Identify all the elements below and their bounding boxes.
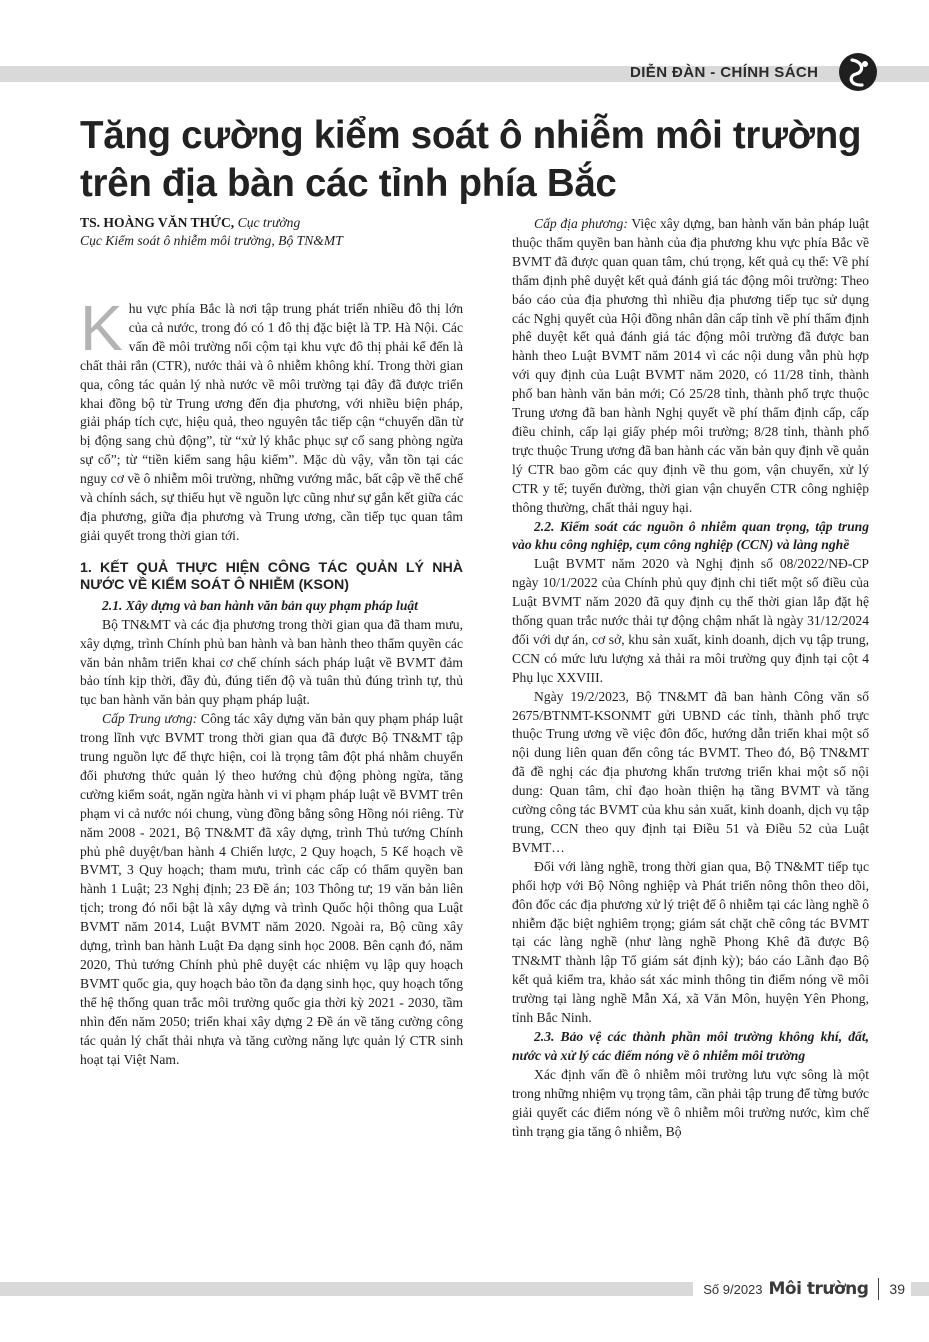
title-line-2: trên địa bàn các tỉnh phía Bắc <box>80 162 617 205</box>
paragraph-text: Việc xây dựng, ban hành văn bản pháp luật thuộc thẩm quyền ban hành của địa phương khu vực phía Bắc về BVMT đã được quan quan tâm, chú trọng, kết quả cụ thể: Về phí thẩm định phê duyệt kết quả đánh giá tác động môi trường: Theo báo cáo của địa phương thì nhiều địa phương tiếp tục sử dụng các Nghị quyết của Hội đồng nhân dân cấp tỉnh về phí thẩm định phê duyệt kết quả đánh giá tác động môi trường đã được ban hành theo Luật BVMT năm 2014 vì các nội dung vẫn phù hợp với quy định của Luật BVMT năm 2020, có 11/28 tỉnh, thành phố ban hành văn bản mới; Có 25/28 tỉnh, thành phố trực thuộc Trung ương đã ban hành Nghị quyết về phí thẩm định cấp, cấp điều chỉnh, cấp lại giấy phép môi trường; 8/28 tỉnh, thành phố trực thuộc Trung ương đã ban hành các văn bản quy định về quản lý CTR bao gồm các quy định về thu gom, vận chuyển, xử lý CTR y tế; tuyến đường, thời gian vận chuyển CTR công nghiệp thông thường, chất thải nguy hại. <box>512 216 869 515</box>
subheading-2-1: 2.1. Xây dựng và ban hành văn bản quy phạm pháp luật <box>102 597 418 613</box>
dropcap: K <box>80 292 123 364</box>
body-paragraph: Ngày 19/2/2023, Bộ TN&MT đã ban hành Công văn số 2675/BTNMT-KSONMT gửi UBND các tỉnh, thành phố trực thuộc Trung ương về việc đôn đốc, hướng dẫn triển khai một số nội dung liên quan đến công tác BVMT. Theo đó, Bộ TN&MT đã đề nghị các địa phương khẩn trương triển khai một số nội dung: Quan tâm, chỉ đạo hoàn thiện hạ tầng BVMT và tăng cường công tác BVMT của khu sản xuất, kinh doanh, dịch vụ tập trung, CCN theo quy định tại Điều 51 và Điều 52 của Luật BVMT… <box>512 688 869 855</box>
author-name: TS. HOÀNG VĂN THỨC, <box>80 215 235 230</box>
body-paragraph <box>512 215 869 518</box>
body-paragraph: Luật BVMT năm 2020 và Nghị định số 08/2022/NĐ-CP ngày 10/1/2022 của Chính phủ quy định chi tiết một số điều của Luật BVMT năm 2020 đã quy định cụ thể thời gian lắp đặt hệ thống quan trắc nước thải tự động chậm nhất là ngày 31/12/2024 đối với dự án, cơ sở, khu sản xuất, kinh doanh, dịch vụ tập trung, CCN có mức lưu lượng xả thải ra môi trường quy định tại cột 4 Phụ lục XXVIII. <box>512 556 869 685</box>
section-heading-1: 1. KẾT QUẢ THỰC HIỆN CÔNG TÁC QUẢN LÝ NHÀ NƯỚC VỀ KIỂM SOÁT Ô NHIỄM (KSON) <box>80 559 463 594</box>
author-organization: Cục Kiểm soát ô nhiễm môi trường, Bộ TN&MT <box>80 233 343 248</box>
page-number: 39 <box>889 1281 905 1297</box>
subheading-2-3: 2.3. Bảo vệ các thành phần môi trường không khí, đất, nước và xử lý các điểm nóng về ô nhiễm môi trường <box>512 1028 869 1063</box>
paragraph-label: Cấp địa phương: <box>534 216 628 231</box>
footer-divider <box>878 1278 879 1300</box>
section-label: DIỄN ĐÀN - CHÍNH SÁCH <box>630 64 819 81</box>
magazine-name: Môi trường <box>768 1279 869 1299</box>
intro-text: hu vực phía Bắc là nơi tập trung phát triển nhiều đô thị lớn của cả nước, trong đó có 1 đô thị đặc biệt là TP. Hà Nội. Các vấn đề môi trường nổi cộm tại khu vực đô thị phải kể đến là chất thải rắn (CTR), nước thải và ô nhiễm không khí. Trong thời gian qua, công tác quản lý nhà nước về môi trường tại đây đã được triển khai đồng bộ từ Trung ương đến địa phương, với nhiều biện pháp, giải pháp tích cực, hiệu quả, theo nguyên tắc tiếp cận “chuyển dần từ bị động sang chủ động”, từ “xử lý khắc phục sự cố sang phòng ngừa sự cố”; từ “tiền kiểm sang hậu kiểm”. Mặc dù vậy, vẫn tồn tại các nguy cơ về ô nhiễm môi trường, những vướng mắc, bất cập về thể chế và chính sách, sự thiếu hụt về nguồn lực cũng như sự gắn kết giữa các địa phương, giữa địa phương và Trung ương, cần tiếp tục quan tâm giải quyết trong thời gian tới. <box>80 301 463 543</box>
paragraph-text: Công tác xây dựng văn bản quy phạm pháp luật trong lĩnh vực BVMT trong thời gian qua đã được Bộ TN&MT tập trung nguồn lực để thực hiện, coi là trọng tâm đột phá nhằm chuyển đổi phương thức quản lý theo hướng chủ động phòng ngừa, tăng cường kiểm soát, ngăn ngừa hành vi vi phạm pháp luật về BVMT trên phạm vi cả nước nói chung, vùng đồng bằng sông Hồng nói riêng. Từ năm 2008 - 2021, Bộ TN&MT đã xây dựng, trình Thủ tướng Chính phủ phê duyệt/ban hành 4 Chiến lược, 2 Quy hoạch, 5 Kế hoạch về BVMT, 3 Quy hoạch; tham mưu, trình các cấp có thẩm quyền ban hành 1 Luật; 23 Nghị định; 23 Đề án; 103 Thông tư; 19 văn bản liên tịch; trong đó nổi bật là xây dựng và trình Quốc hội thông qua Luật BVMT năm 2014, Luật BVMT năm 2020. Ngoài ra, Bộ cũng xây dựng, trình ban hành Luật Đa dạng sinh học 2008. Bên cạnh đó, năm 2020, Thủ tướng Chính phủ phê duyệt các nhiệm vụ lập quy hoạch BVMT quốc gia, quy hoạch bảo tồn đa dạng sinh học, quy hoạch tổng thể hệ thống quan trắc môi trường quốc gia thời kỳ 2021 - 2030, tầm nhìn đến năm 2050; triển khai xây dựng 2 Đề án về tăng cường công tác quản lý chất thải nhựa và tăng cường năng lực quản lý CTR sinh hoạt tại Việt Nam. <box>80 711 463 1067</box>
body-paragraph: Xác định vấn đề ô nhiễm môi trường lưu vực sông là một trong những nhiệm vụ trọng tâm, cần phải tập trung để từng bước giải quyết các điểm nóng về ô nhiễm môi trường nước, kìm chế tình trạng gia tăng ô nhiễm, Bộ <box>512 1066 869 1139</box>
author-role: Cục trưởng <box>237 215 301 230</box>
paragraph-label: Cấp Trung ương: <box>102 711 198 727</box>
byline <box>80 214 480 250</box>
article-title <box>80 112 861 208</box>
left-column <box>80 292 463 1069</box>
title-line-1: Tăng cường kiểm soát ô nhiễm môi trường <box>80 114 862 157</box>
section-swirl-logo-icon <box>838 52 878 92</box>
intro-paragraph <box>80 292 463 546</box>
right-column <box>512 215 869 1141</box>
body-paragraph: Đối với làng nghề, trong thời gian qua, Bộ TN&MT tiếp tục phối hợp với Bộ Nông nghiệp và Phát triển nông thôn theo dõi, đôn đốc các địa phương xử lý triệt để ô nhiễm tại các làng nghề ô nhiễm đặc biệt nghiêm trọng; giám sát chặt chẽ công tác BVMT tại các làng nghề (như làng nghề Phong Khê đã được Bộ TN&MT thành lập Tổ giám sát định kỳ); báo cáo Lãnh đạo Bộ kết quả kiểm tra, khảo sát xác minh thông tin điểm nóng về môi trường tại làng nghề Mẫn Xá, xã Văn Môn, huyện Yên Phong, tỉnh Bắc Ninh. <box>512 858 869 1026</box>
subheading-2-2: 2.2. Kiểm soát các nguồn ô nhiễm quan trọng, tập trung vào khu công nghiệp, cụm công nghiệp (CCN) và làng nghề <box>512 518 869 553</box>
body-paragraph: Bộ TN&MT và các địa phương trong thời gian qua đã tham mưu, xây dựng, trình Chính phủ ban hành và ban hành theo thẩm quyền các văn bản nhằm triển khai cơ chế chính sách pháp luật về BVMT đảm bảo tính kịp thời, đầy đủ, đúng tiến độ và tuân thủ đúng trình tự, thủ tục ban hành văn bản quy phạm pháp luật. <box>80 616 463 708</box>
issue-number: Số 9/2023 <box>703 1281 763 1297</box>
body-paragraph <box>80 710 463 1069</box>
footer <box>693 1276 911 1302</box>
